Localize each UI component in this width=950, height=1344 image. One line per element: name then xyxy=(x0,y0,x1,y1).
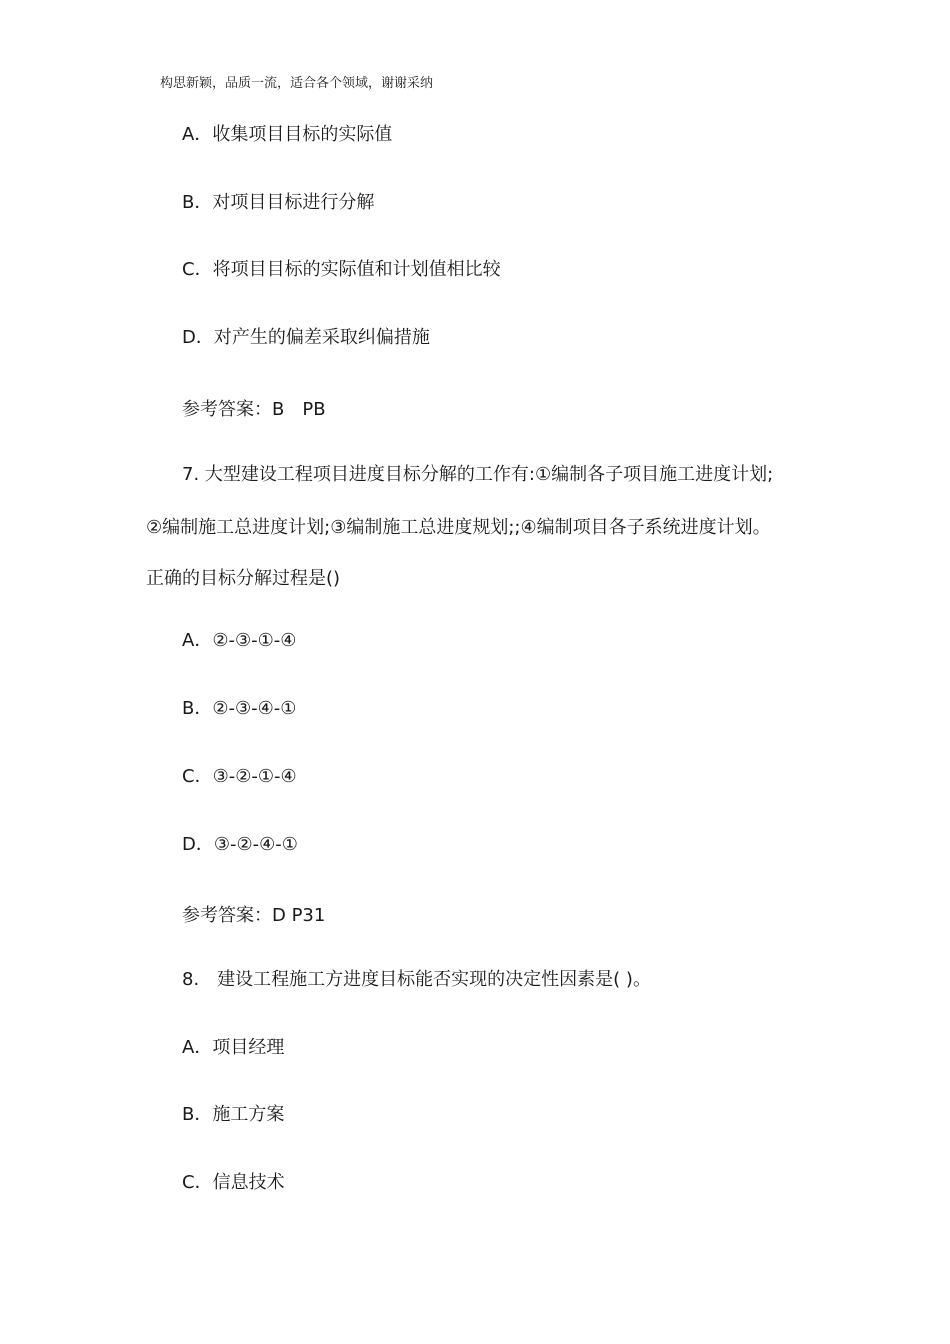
q8-option-b: B．施工方案 xyxy=(182,1104,285,1125)
q7-option-a: A．②-③-①-④ xyxy=(182,630,297,651)
q7-question-line-2: ②编制施工总进度计划;③编制施工总进度规划;;④编制项目各子系统进度计划。 xyxy=(146,517,771,538)
q7-option-b: B．②-③-④-① xyxy=(182,698,297,719)
q8-option-a: A．项目经理 xyxy=(182,1037,285,1058)
header-note: 构思新颖，品质一流，适合各个领域，谢谢采纳 xyxy=(160,76,434,91)
q7-answer: 参考答案：D P31 xyxy=(182,905,326,926)
block1-option-d: D．对产生的偏差采取纠偏措施 xyxy=(182,327,430,348)
q8-question: 8. 建设工程施工方进度目标能否实现的决定性因素是( )。 xyxy=(182,969,651,990)
q7-option-d: D．③-②-④-① xyxy=(182,834,298,855)
block1-option-a: A．收集项目目标的实际值 xyxy=(182,124,393,145)
block1-option-b: B．对项目目标进行分解 xyxy=(182,192,375,213)
q8-option-c: C．信息技术 xyxy=(182,1172,285,1193)
q7-option-c: C．③-②-①-④ xyxy=(182,766,297,787)
block1-answer: 参考答案：B PB xyxy=(182,399,326,420)
q7-question-line-3: 正确的目标分解过程是() xyxy=(146,568,341,589)
block1-option-c: C．将项目目标的实际值和计划值相比较 xyxy=(182,259,501,280)
q7-question-line-1: 7. 大型建设工程项目进度目标分解的工作有:①编制各子项目施工进度计划; xyxy=(182,464,774,485)
